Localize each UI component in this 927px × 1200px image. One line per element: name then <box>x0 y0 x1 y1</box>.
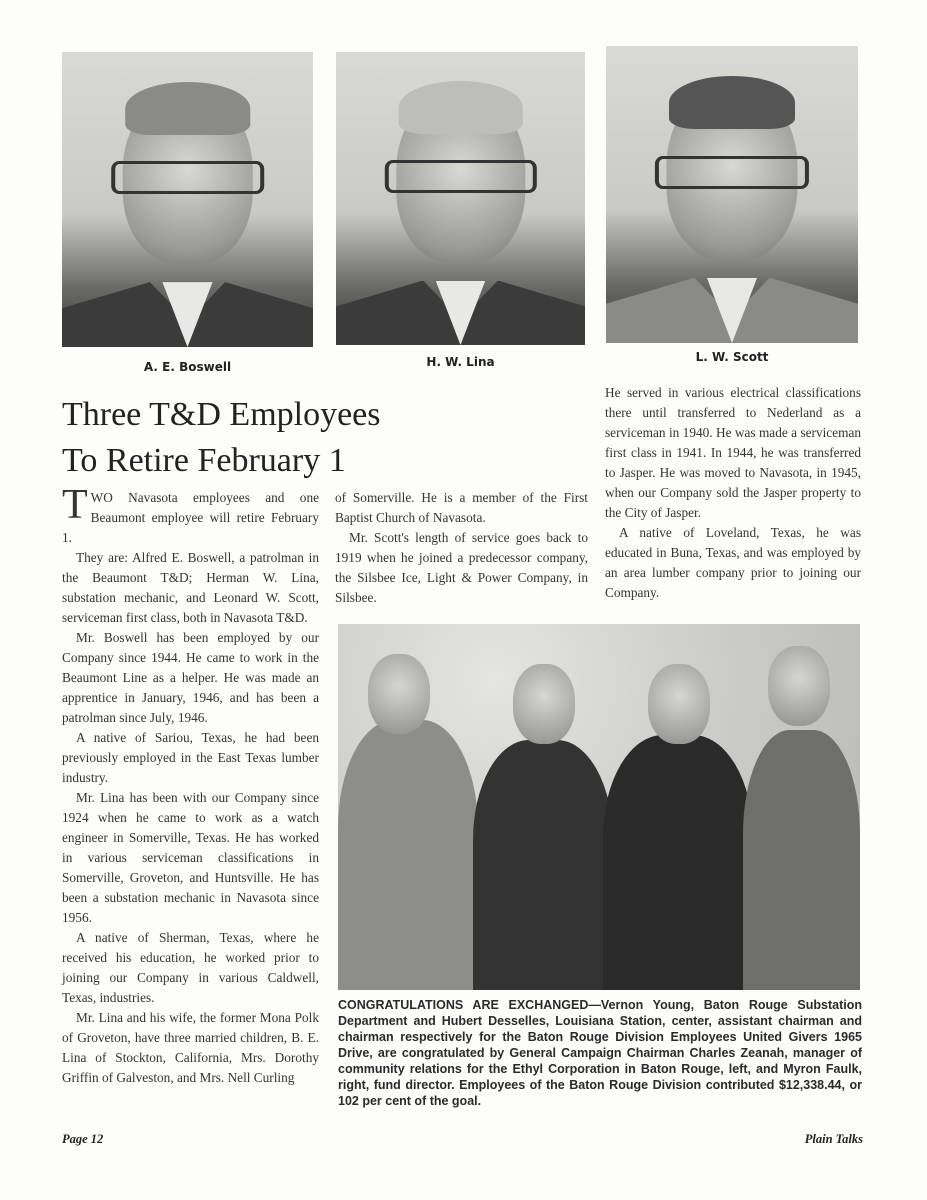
portrait-lina <box>336 52 585 345</box>
article-column-3 <box>605 383 861 603</box>
portrait-boswell <box>62 52 313 347</box>
group-photo <box>338 624 860 990</box>
portrait-caption-boswell: A. E. Boswell <box>143 360 232 374</box>
portrait-scott <box>606 46 858 343</box>
paragraph: They are: Alfred E. Boswell, a patrolman in the Beaumont T&D; Herman W. Lina, substation mechanic, and Leonard W. Scott, serviceman first class, both in Navasota T&D. <box>62 550 319 625</box>
paragraph: A native of Sariou, Texas, he had been previously employed in the East Texas lumber industry. <box>62 730 319 785</box>
portrait-caption-scott: L. W. Scott <box>695 350 769 364</box>
paragraph <box>62 482 319 548</box>
portrait-caption-lina: H. W. Lina <box>426 355 495 369</box>
paragraph: Mr. Lina has been with our Company since 1924 when he came to work as a watch engineer in Somerville, Texas. He has worked in various serviceman classifications in Somerville, Groveton, and Huntsville. He has been a substation mechanic in Navasota since 1956. <box>62 790 319 925</box>
title-line-1: Three T&D Employees <box>62 396 381 433</box>
paragraph: Mr. Lina and his wife, the former Mona Polk of Groveton, have three married children, B. E. Lina of Stockton, California, Mrs. Dorothy Griffin of Galveston, and Mrs. Nell Curling <box>62 1010 319 1085</box>
paragraph-text: WO Navasota employees and one Beaumont employee will retire February 1. <box>62 490 319 545</box>
page-number: Page 12 <box>62 1132 104 1146</box>
article-column-1 <box>62 482 319 1088</box>
publication-name: Plain Talks <box>804 1132 863 1146</box>
group-photo-caption: CONGRATULATIONS ARE EXCHANGED—Vernon Young, Baton Rouge Substation Department and Hubert Desselles, Louisiana Station, center, assistant chairman and chairman respectively for the Baton Rouge Division Employees United Givers 1965 Drive, are congratulated by General Campaign Chairman Charles Zeanah, manager of community relations for the Ethyl Corporation in Baton Rouge, left, and Myron Faulk, right, fund director. Employees of the Baton Rouge Division contributed $12,338.44, or 102 per cent of the goal. <box>338 998 862 1108</box>
paragraph: Mr. Scott's length of service goes back to 1919 when he joined a predecessor company, the Silsbee Ice, Light & Power Company, in Silsbee. <box>335 530 588 605</box>
paragraph: of Somerville. He is a member of the First Baptist Church of Navasota. <box>335 490 588 525</box>
article-title <box>62 392 381 484</box>
drop-cap: T <box>62 482 88 528</box>
title-line-2: To Retire February 1 <box>62 442 346 479</box>
article-column-2 <box>335 488 588 608</box>
paragraph: A native of Loveland, Texas, he was educated in Buna, Texas, and was employed by an area lumber company prior to joining our Company. <box>605 525 861 600</box>
paragraph: Mr. Boswell has been employed by our Company since 1944. He came to work in the Beaumont Line as a helper. He was made an apprentice in January, 1946, and has been a patrolman since July, 1946. <box>62 630 319 725</box>
paragraph: A native of Sherman, Texas, where he received his education, he worked prior to joining our Company in various Caldwell, Texas, industries. <box>62 930 319 1005</box>
paragraph: He served in various electrical classifications there until transferred to Nederland as a serviceman in 1940. He was made a serviceman first class in 1941. In 1944, he was transferred to Jasper. He was moved to Navasota, in 1945, when our Company sold the Jasper property to the City of Jasper. <box>605 385 861 520</box>
